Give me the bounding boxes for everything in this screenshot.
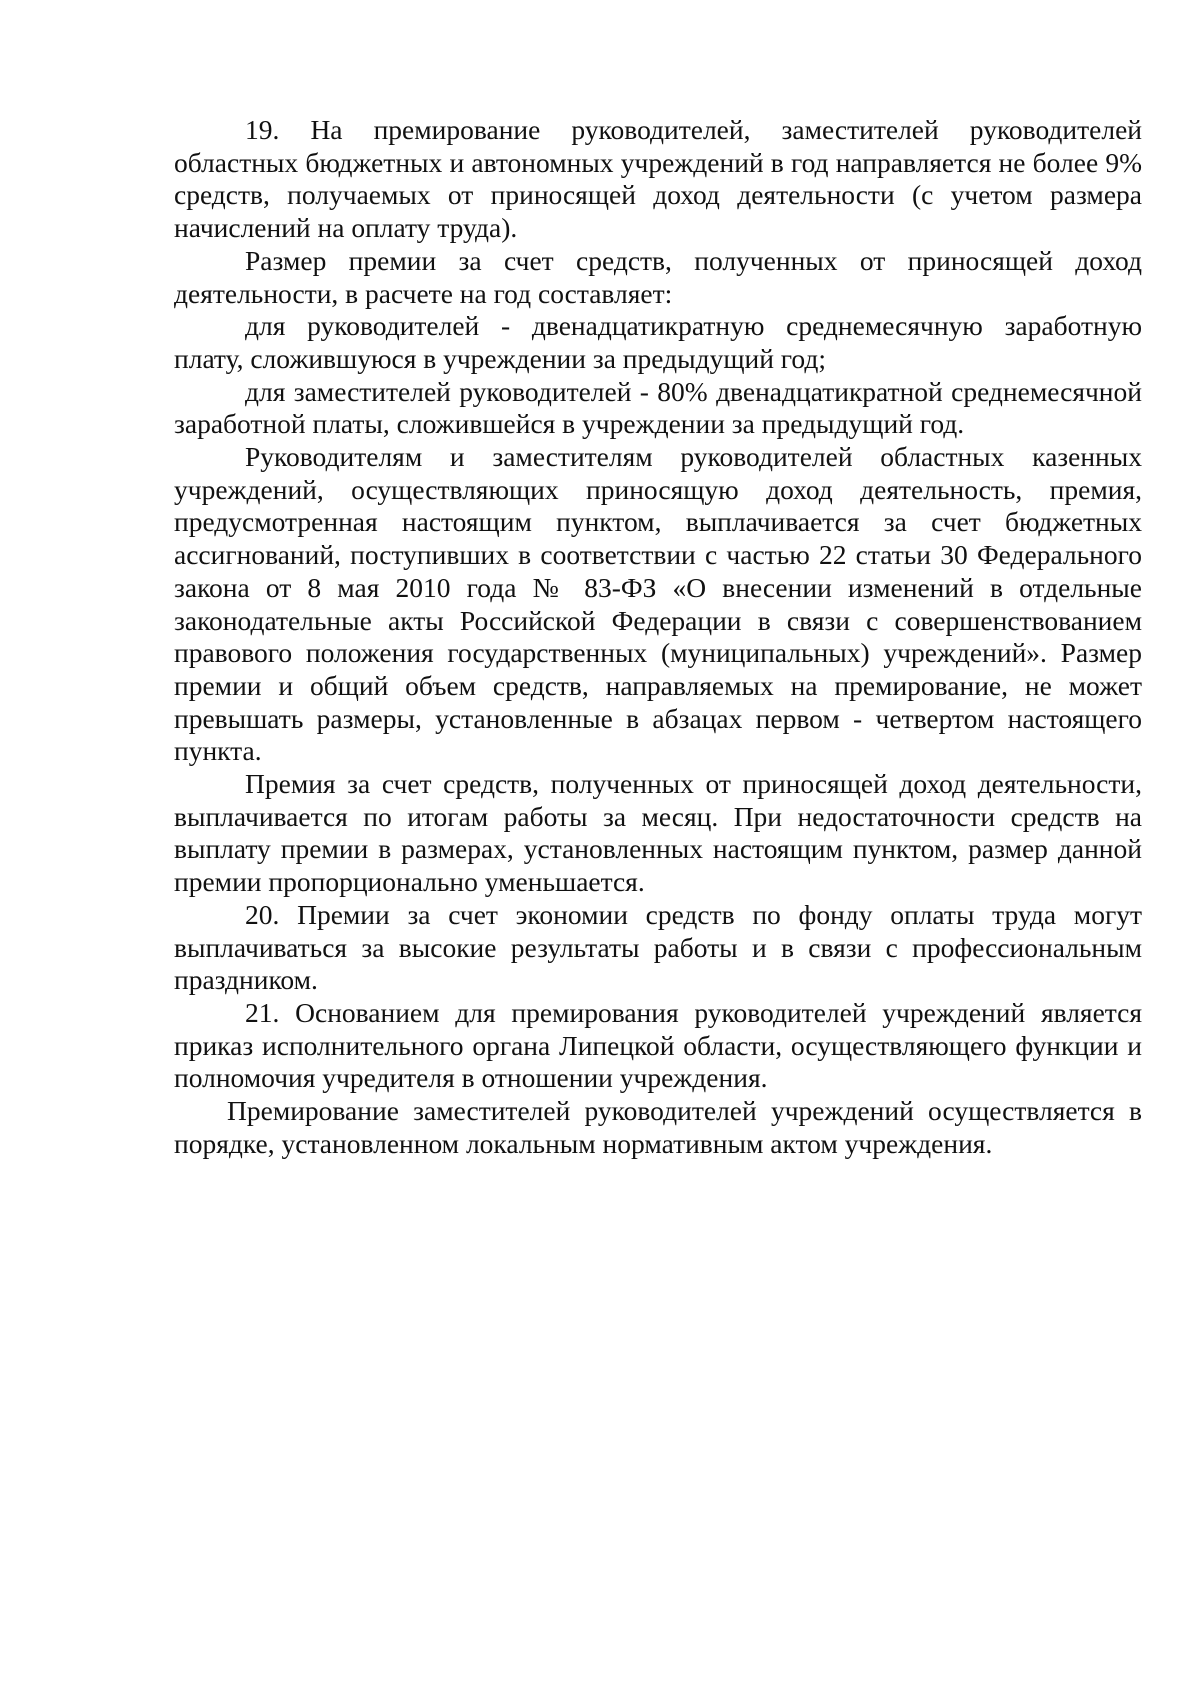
paragraph-bonus-size: Размер премии за счет средств, полученных от приносящей доход деятельности, в расчете на год составляет:: [174, 244, 1142, 309]
paragraph-for-heads: для руководителей - двенадцатикратную среднемесячную заработную плату, сложившуюся в учреждении за предыдущий год;: [174, 310, 1142, 374]
paragraph-19-intro: 19. На премирование руководителей, заместителей руководителей областных бюджетных и автономных учреждений в год направляется не более 9% средств, получаемых от приносящей доход деятельности (с учетом размера начислений на оплату труда).: [174, 114, 1142, 244]
paragraph-20-savings: 20. Премии за счет экономии средств по фонду оплаты труда могут выплачиваться за высокие результаты работы и в связи с профессиональным праздником.: [174, 898, 1142, 996]
paragraph-21-basis: 21. Основанием для премирования руководителей учреждений является приказ исполнительного органа Липецкой области, осуществляющего функции и полномочия учредителя в отношении учреждения.: [174, 996, 1142, 1094]
paragraph-for-deputies: для заместителей руководителей - 80% двенадцатикратной среднемесячной заработной платы, сложившейся в учреждении за предыдущий год.: [174, 375, 1142, 440]
paragraph-monthly-payment: Премия за счет средств, полученных от приносящей доход деятельности, выплачивается по итогам работы за месяц. При недостаточности средств на выплату премии в размерах, установленных настоящим пунктом, размер данной премии пропорционально уменьшается.: [174, 768, 1142, 898]
document-body: [174, 114, 1142, 1161]
paragraph-government-institutions: Руководителям и заместителям руководителей областных казенных учреждений, осуществляющих приносящую доход деятельность, премия, предусмотренная настоящим пунктом, выплачивается за счет бюджетных ассигнований, поступивших в соответствии с частью 22 статьи 30 Федерального закона от 8 мая 2010 года № 83-ФЗ «О внесении изменений в отдельные законодательные акты Российской Федерации в связи с совершенствованием правового положения государственных (муниципальных) учреждений». Размер премии и общий объем средств, направляемых на премирование, не может превышать размеры, установленные в абзацах первом - четвертом настоящего пункта.: [174, 441, 1142, 767]
paragraph-deputies-order: Премирование заместителей руководителей учреждений осуществляется в порядке, установленном локальным нормативным актом учреждения.: [174, 1095, 1142, 1159]
